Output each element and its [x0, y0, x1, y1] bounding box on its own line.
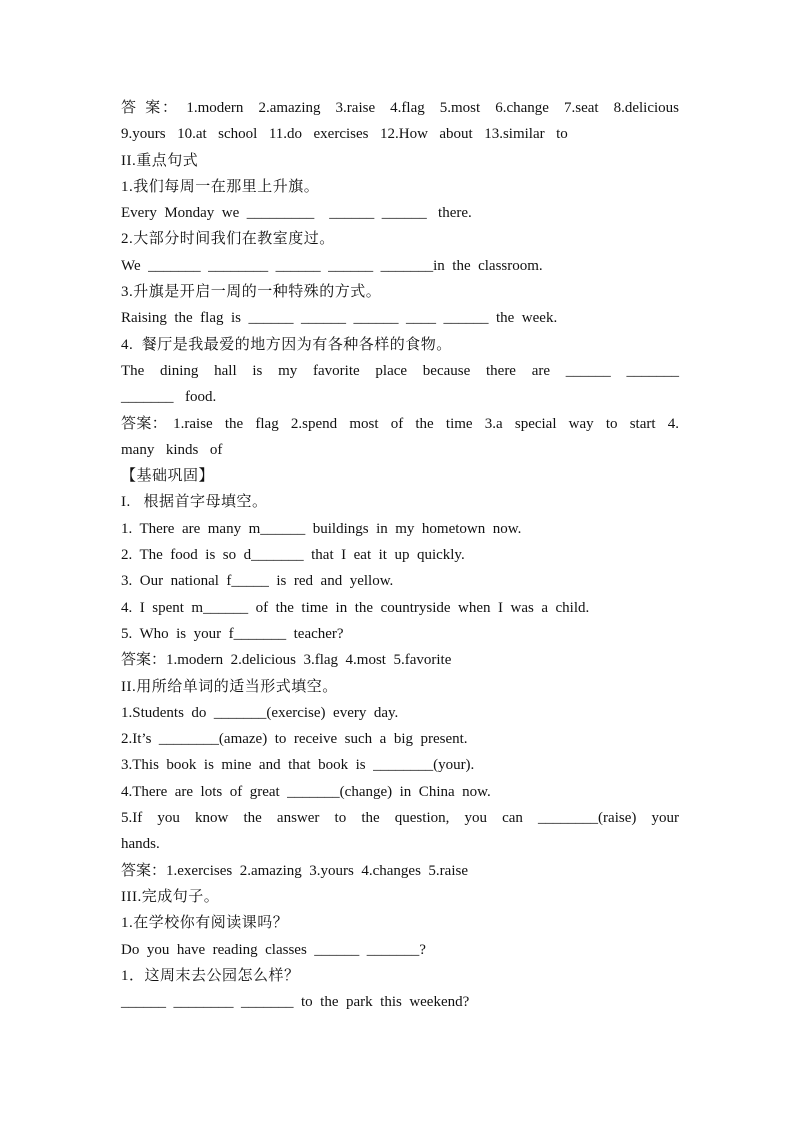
sentence-prompt-3: 3.升旗是开启一周的一种特殊的方式。	[121, 284, 382, 301]
word-form-answer-key: 答案：1.exercises 2.amazing 3.yours 4.changes 5.raise	[121, 862, 468, 879]
word-form-item-3: 3.This book is mine and that book is ________(your).	[121, 757, 475, 774]
word-form-item-2: 2.It’s ________(amaze) to receive such a big present.	[121, 731, 468, 748]
complete-sentence-blank-1: Do you have reading classes ______ _______?	[121, 941, 426, 958]
sentence-blank-2: We _______ ________ ______ ______ _______in the classroom.	[121, 257, 543, 274]
sentence-blank-3: Raising the flag is ______ ______ ______ ____ ______ the week.	[121, 310, 558, 327]
sentence-prompt-2: 2.大部分时间我们在教室度过。	[121, 231, 335, 248]
sentence-blank-1: Every Monday we _________ ______ ______ there.	[121, 205, 472, 222]
exercise-heading-word-forms: II.用所给单词的适当形式填空。	[121, 678, 338, 695]
first-letter-item-4: 4. I spent m______ of the time in the countryside when I was a child.	[121, 599, 590, 616]
exercise-heading-complete-sentences: III.完成句子。	[121, 888, 220, 905]
sentence-answer-key: 答案： 1.raise the flag 2.spend most of the time 3.a special way to start 4. many kinds of	[121, 415, 685, 458]
first-letter-item-5: 5. Who is your f_______ teacher?	[121, 625, 344, 642]
complete-sentence-prompt-2: 1．这周末去公园怎么样？	[121, 967, 300, 984]
sentence-prompt-4: 4. 餐厅是我最爱的地方因为有各种各样的食物。	[121, 336, 452, 353]
complete-sentence-blank-2: ______ ________ _______ to the park this weekend?	[121, 994, 470, 1011]
sentence-blank-4: The dining hall is my favorite place because there are ______ _______ _______ food.	[121, 362, 685, 406]
exercise-heading-first-letter: I. 根据首字母填空。	[121, 494, 268, 511]
sentence-prompt-1: 1.我们每周一在那里上升旗。	[121, 178, 320, 195]
first-letter-item-2: 2. The food is so d_______ that I eat it up quickly.	[121, 547, 465, 564]
word-form-item-1: 1.Students do _______(exercise) every day.	[121, 704, 399, 721]
section-heading-basics: 【基础巩固】	[121, 468, 215, 485]
first-letter-answer-key: 答案：1.modern 2.delicious 3.flag 4.most 5.favorite	[121, 652, 452, 669]
word-form-item-5: 5.If you know the answer to the question, you can ________(raise) your hands.	[121, 810, 685, 853]
document-body	[121, 95, 685, 1015]
first-letter-item-1: 1. There are many m______ buildings in my hometown now.	[121, 520, 522, 537]
vocab-answer-key: 答 案： 1.modern 2.amazing 3.raise 4.flag 5.most 6.change 7.seat 8.delicious 9.yours 10.at school 11.do exercises 12.How about 13.similar to	[121, 100, 685, 143]
complete-sentence-prompt-1: 1.在学校你有阅读课吗？	[121, 915, 289, 932]
section-heading-key-sentences: II.重点句式	[121, 152, 199, 169]
word-form-item-4: 4.There are lots of great _______(change) in China now.	[121, 783, 491, 800]
first-letter-item-3: 3. Our national f_____ is red and yellow.	[121, 573, 394, 590]
